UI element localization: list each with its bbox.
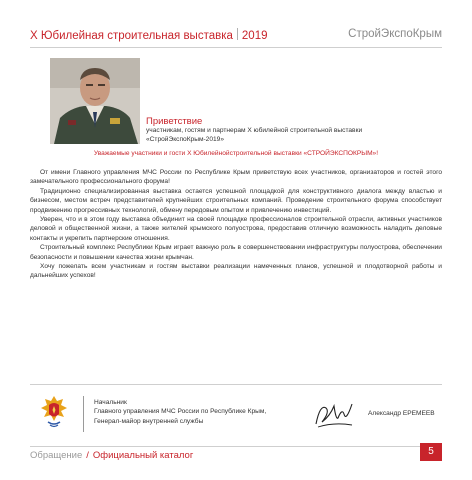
header-rule <box>30 47 442 48</box>
header-title-group <box>30 28 268 42</box>
paragraph: От имени Главного управления МЧС России по Республике Крым приветствую всех участников, организаторов и гостей этого замечательного профессионального форума! <box>30 169 442 186</box>
mchs-emblem-icon <box>40 395 68 429</box>
footer-separator: / <box>86 450 89 461</box>
addressee-line: Уважаемые участники и гости X Юбилейнойстроительной выставки «СТРОЙЭКСПОКРЫМ»! <box>93 150 379 157</box>
paragraph: Хочу пожелать всем участникам и гостям выставки реализации намеченных планов, успешной и плодотворной работы и дальнейших успехов! <box>30 263 442 280</box>
exhibition-title: X Юбилейная строительная выставка <box>30 30 233 42</box>
signer-position <box>94 398 266 426</box>
exhibition-year: 2019 <box>241 30 268 42</box>
paragraph: Уверен, что и в этом году выставка объединит на своей площадке профессионалов строительной отрасли, активных участников деловой и общественной жизни, а также жителей крымского полуострова, предоставив отличную возможность наладить деловые контакты и укрепить партнерские отношения. <box>30 216 442 242</box>
position-line-3: Генерал-майор внутренней службы <box>94 417 204 425</box>
brand-name: СтройЭкспоКрым <box>348 28 442 40</box>
signature-rule <box>30 384 442 385</box>
signer-name: Александр ЕРЕМЕЕВ <box>368 410 435 417</box>
position-line-1: Начальник <box>94 399 127 406</box>
paragraph: Традиционно специализированная выставка остается успешной площадкой для конструктивного диалога между властью и бизнесом, местом встреч представителей крупнейших строительных компаний. Проведение строительного форума способствует продвижению прогрессивных технологий, обмену передовым опытом и привлечению инвестиций. <box>30 187 442 214</box>
footer-rule <box>30 446 442 447</box>
page-number: 5 <box>420 443 442 461</box>
paragraph: Строительный комплекс Республики Крым играет важную роль в совершенствовании инфраструктуры полуострова, обеспечении безопасности и повышении качества жизни крымчан. <box>30 244 442 261</box>
footer-section: Обращение <box>30 450 83 461</box>
header-divider <box>237 28 238 40</box>
footer <box>30 450 193 461</box>
footer-catalog: Официальный каталог <box>92 450 194 461</box>
header <box>30 28 442 44</box>
portrait-photo <box>50 58 140 144</box>
greeting-subtitle: участникам, гостям и партнерам X юбилейной строительной выставки «СтройЭкспоКрым-2019» <box>146 127 363 143</box>
handwritten-signature <box>312 398 356 432</box>
greeting-title: Приветствие <box>146 116 203 127</box>
position-line-2: Главного управления МЧС России по Республике Крым, <box>94 408 267 416</box>
letter-body <box>30 168 442 281</box>
signature-divider <box>83 396 84 432</box>
